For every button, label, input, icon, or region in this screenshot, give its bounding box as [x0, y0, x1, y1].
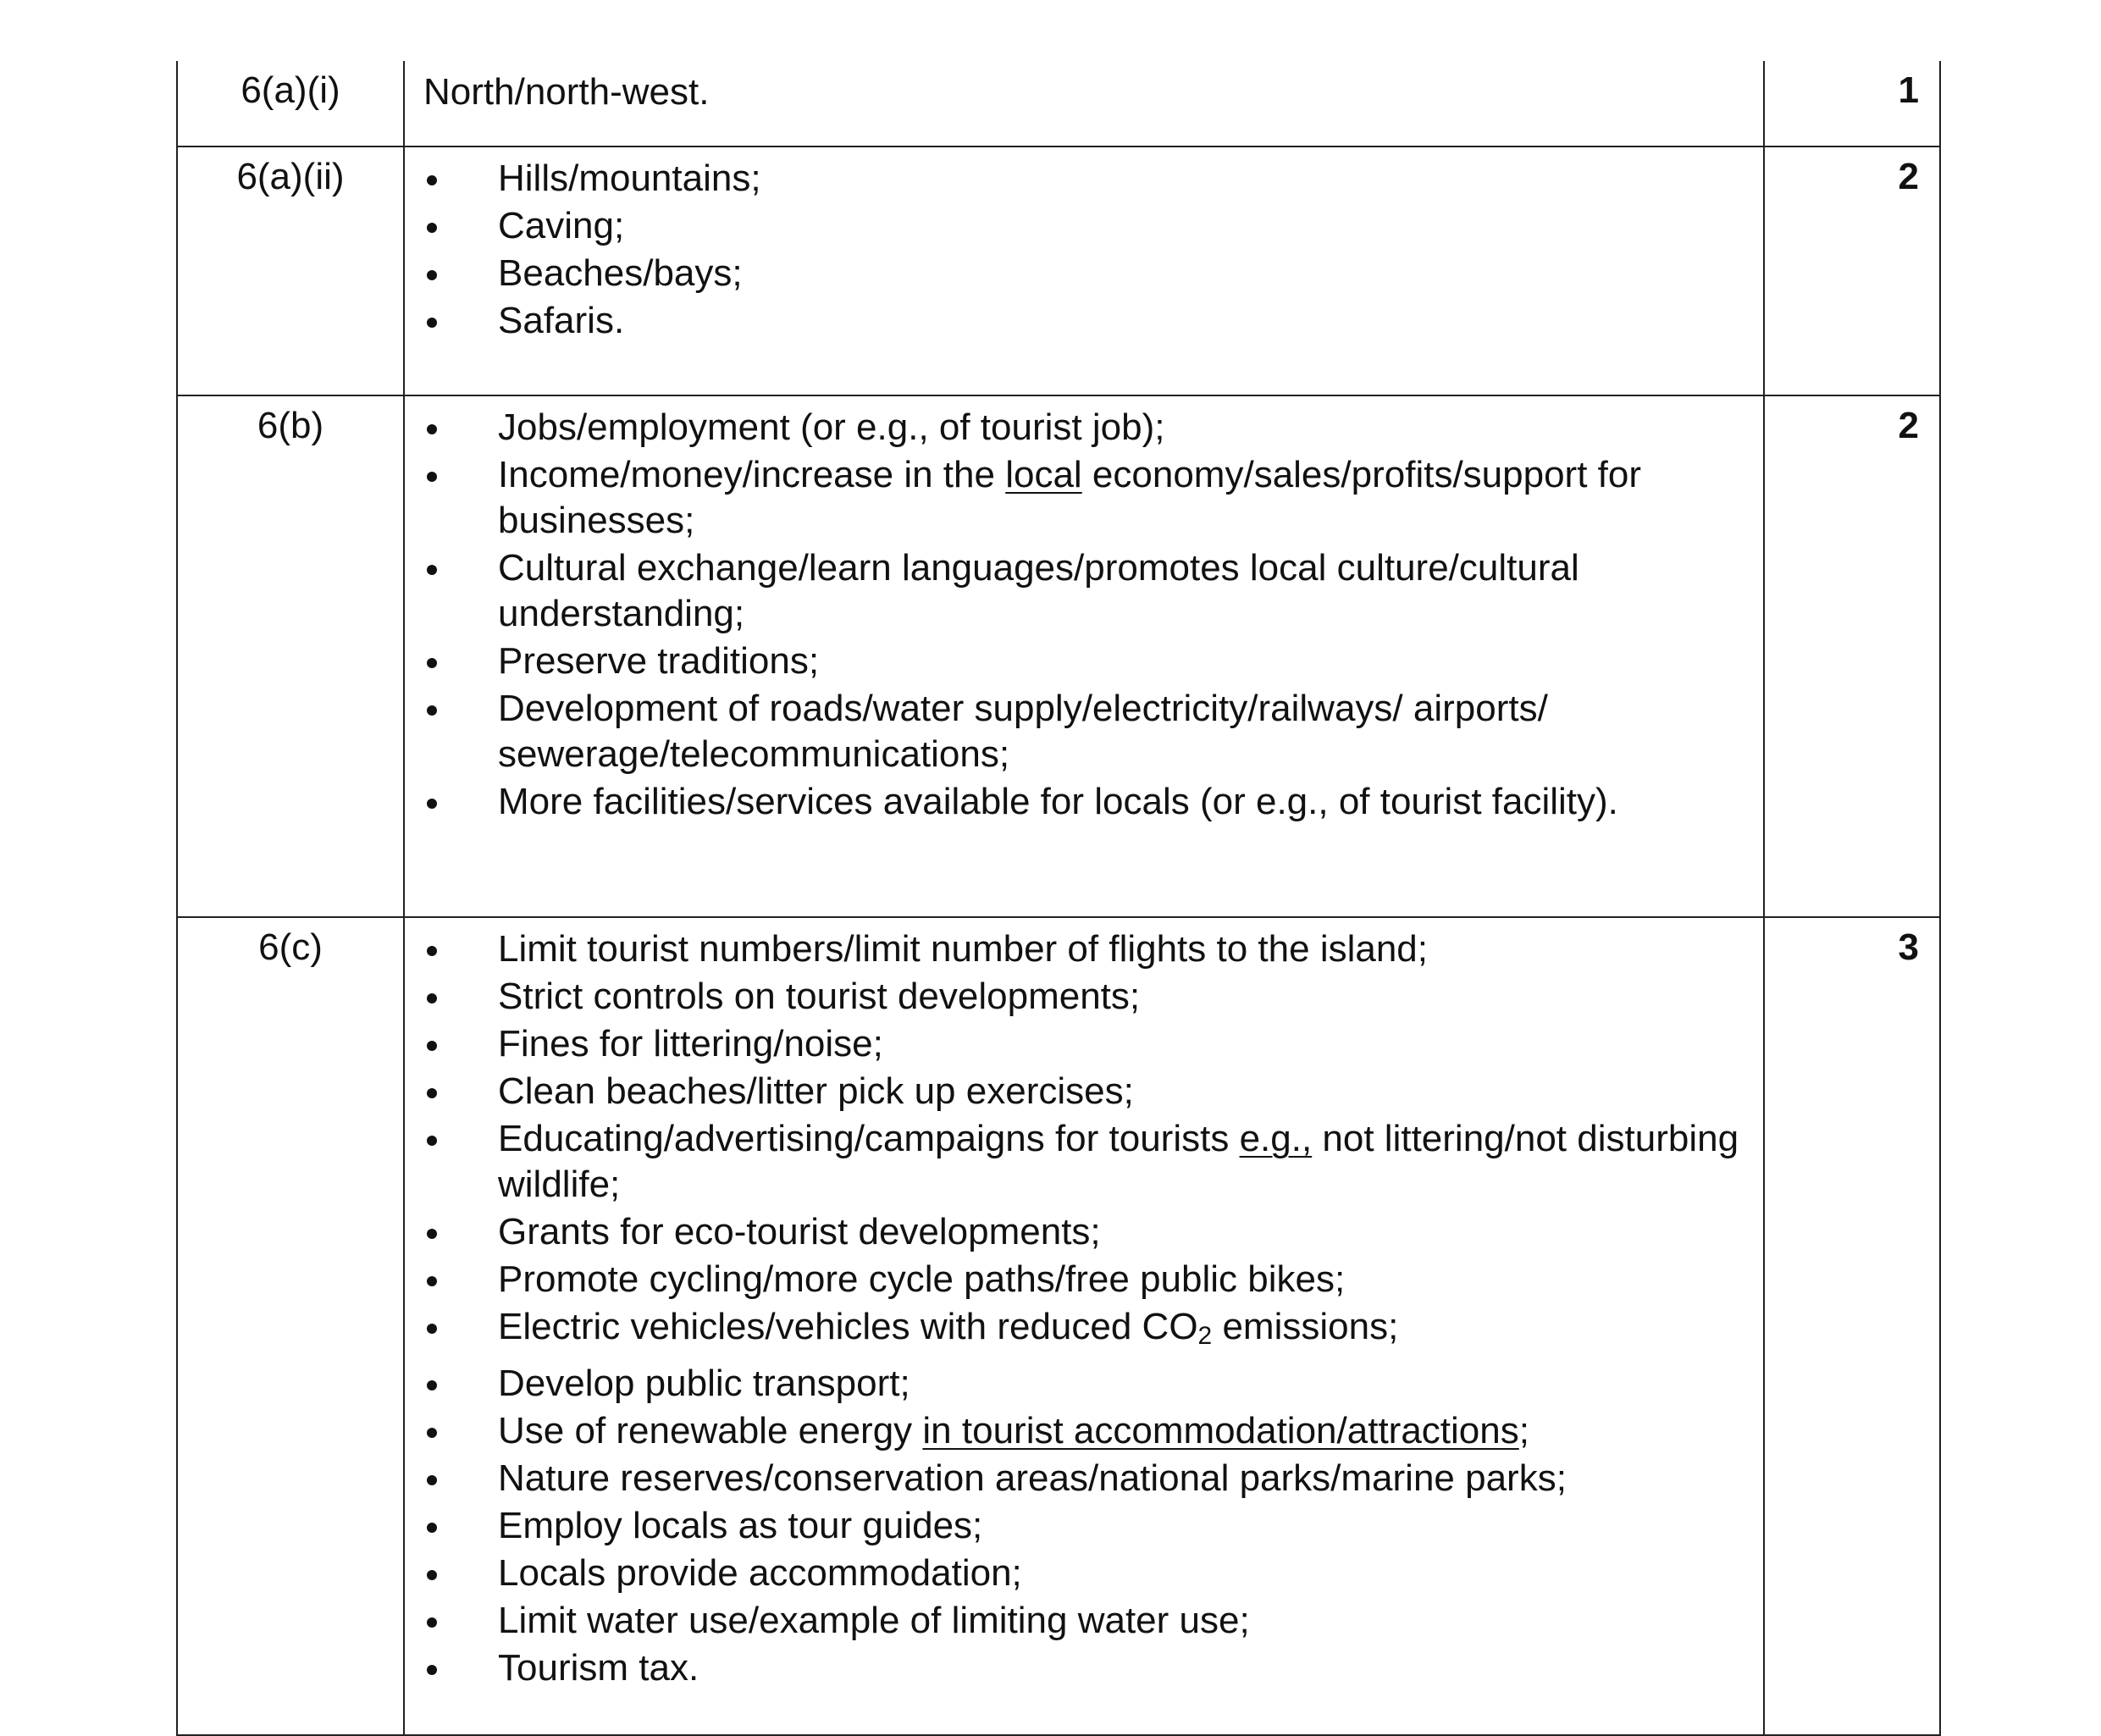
list-item: Fines for littering/noise; — [423, 1021, 1746, 1067]
marks-value: 1 — [1764, 61, 1940, 147]
list-item: Limit water use/example of limiting water use; — [423, 1598, 1746, 1644]
question-number: 6(b) — [177, 395, 404, 917]
list-item: Caving; — [423, 203, 1746, 249]
list-item: Promote cycling/more cycle paths/free public bikes; — [423, 1257, 1746, 1302]
list-item: Grants for eco-tourist developments; — [423, 1209, 1746, 1255]
list-item: Electric vehicles/vehicles with reduced $CO_2$ emissions; — [423, 1304, 1746, 1359]
list-item: Clean beaches/litter pick up exercises; — [423, 1069, 1746, 1114]
answer-cell — [404, 395, 1764, 917]
mark-scheme-table — [176, 61, 1941, 1736]
list-item: Employ locals as tour guides; — [423, 1503, 1746, 1549]
subscript-text: 2 — [1197, 1322, 1213, 1350]
underlined-text: local — [1005, 454, 1082, 495]
list-item: Use of renewable energy in tourist accommodation/attractions; — [423, 1408, 1746, 1454]
list-item: Preserve traditions; — [423, 639, 1746, 684]
marks-value: 2 — [1764, 147, 1940, 395]
mark-scheme-page — [176, 61, 1939, 1736]
list-item: Develop public transport; — [423, 1361, 1746, 1407]
answer-cell — [404, 917, 1764, 1735]
list-item: More facilities/services available for locals (or e.g., of tourist facility). — [423, 779, 1746, 825]
list-item: Educating/advertising/campaigns for tourists e.g., not littering/not disturbing wildlife; — [423, 1116, 1746, 1208]
answer-text: North/north-west. — [423, 71, 710, 113]
list-item: Income/money/increase in the local economy/sales/profits/support for businesses; — [423, 452, 1746, 544]
answer-cell — [404, 147, 1764, 395]
list-item: Development of roads/water supply/electricity/railways/ airports/ sewerage/telecommunications; — [423, 686, 1746, 777]
question-number: 6(a)(i) — [177, 61, 404, 147]
marks-value: 3 — [1764, 917, 1940, 1735]
answer-list — [423, 156, 1746, 344]
list-item: Strict controls on tourist developments; — [423, 974, 1746, 1020]
question-number: 6(a)(ii) — [177, 147, 404, 395]
list-item: Cultural exchange/learn languages/promotes local culture/cultural understanding; — [423, 545, 1746, 637]
underlined-text: in tourist accommodation/attractions — [922, 1410, 1519, 1451]
marks-value: 2 — [1764, 395, 1940, 917]
list-item: Nature reserves/conservation areas/national parks/marine parks; — [423, 1456, 1746, 1501]
answer-list — [423, 926, 1746, 1691]
list-item: Hills/mountains; — [423, 156, 1746, 202]
table-row — [177, 147, 1940, 395]
list-item: Jobs/employment (or e.g., of tourist job); — [423, 405, 1746, 451]
list-item: Safaris. — [423, 298, 1746, 344]
question-number: 6(c) — [177, 917, 404, 1735]
table-row — [177, 61, 1940, 147]
list-item: Limit tourist numbers/limit number of flights to the island; — [423, 926, 1746, 972]
list-item: Locals provide accommodation; — [423, 1551, 1746, 1596]
underlined-text: e.g., — [1239, 1118, 1313, 1159]
answer-list — [423, 405, 1746, 825]
list-item: Beaches/bays; — [423, 251, 1746, 296]
list-item: Tourism tax. — [423, 1645, 1746, 1691]
table-row — [177, 395, 1940, 917]
table-row — [177, 917, 1940, 1735]
answer-cell — [404, 61, 1764, 147]
